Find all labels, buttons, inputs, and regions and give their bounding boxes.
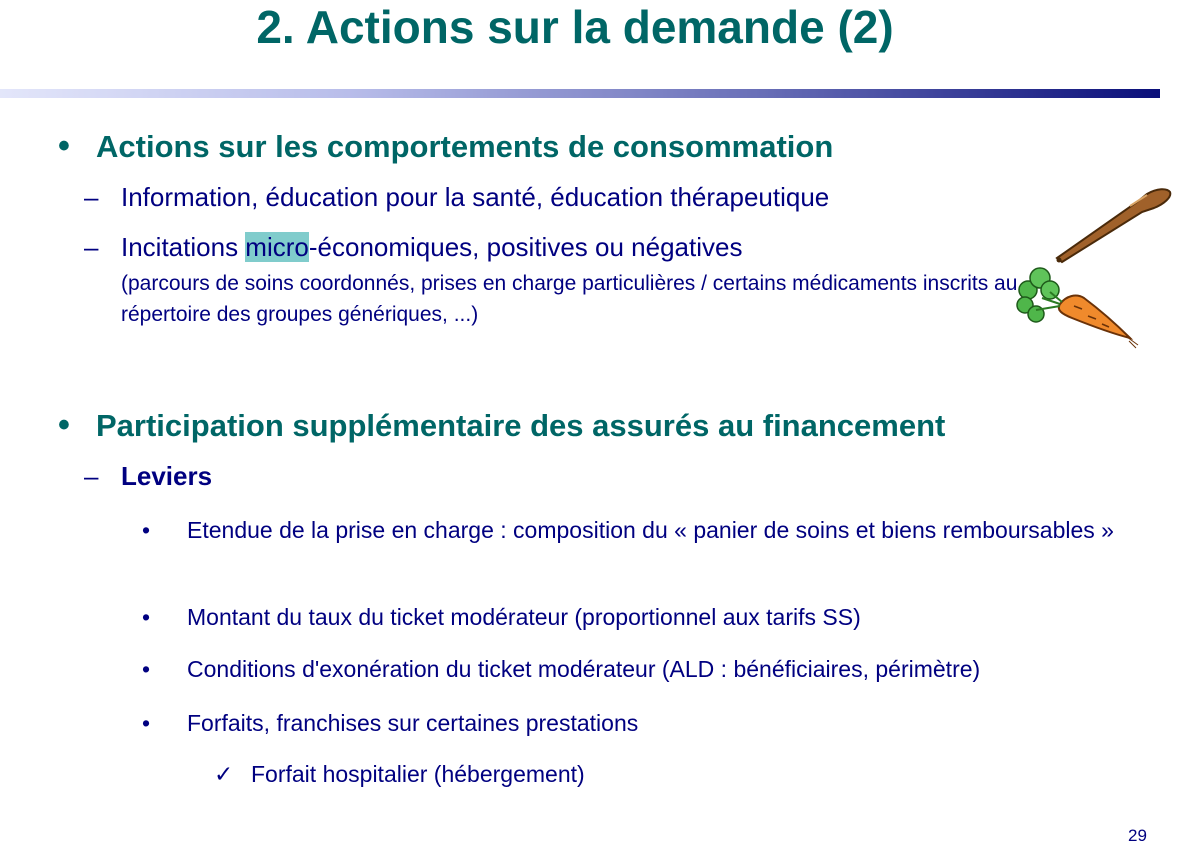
bullet-icon: • xyxy=(142,710,151,736)
section1-item-2-suffix: -économiques, positives ou négatives xyxy=(308,232,743,262)
section2-heading xyxy=(58,406,945,445)
dash-icon: – xyxy=(84,461,99,491)
bullet-icon: • xyxy=(142,604,151,630)
lever-item-2 xyxy=(142,599,1132,635)
section2-subheading-text: Leviers xyxy=(121,461,213,491)
checkmark-icon: ✓ xyxy=(214,761,234,787)
dash-icon: – xyxy=(84,182,99,212)
section1-item-2 xyxy=(84,232,742,263)
title-divider xyxy=(0,89,1160,98)
check-item-text: Forfait hospitalier (hébergement) xyxy=(251,761,585,787)
bullet-icon: • xyxy=(142,656,151,682)
check-item xyxy=(214,761,585,788)
slide-title: 2. Actions sur la demande (2) xyxy=(256,1,894,53)
section1-item-2-detail: (parcours de soins coordonnés, prises en charge particulières / certains médicaments inscrits au répertoire des groupes génériques, ...) xyxy=(121,272,1018,326)
lever-item-2-text: Montant du taux du ticket modérateur (proportionnel aux tarifs SS) xyxy=(187,604,861,630)
section2-subheading xyxy=(84,461,212,492)
lever-item-3-text: Conditions d'exonération du ticket modérateur (ALD : bénéficiaires, périmètre) xyxy=(187,656,981,682)
bullet-icon: • xyxy=(58,406,70,444)
lever-item-1-text: Etendue de la prise en charge : composition du « panier de soins et biens remboursables » xyxy=(187,517,1114,543)
section2-heading-text: Participation supplémentaire des assurés au financement xyxy=(96,408,946,443)
bullet-icon: • xyxy=(58,127,70,165)
section1-item-1 xyxy=(84,182,829,213)
section1-item-2-prefix: Incitations xyxy=(121,232,246,262)
slide-number: 29 xyxy=(1128,826,1147,845)
bullet-icon: • xyxy=(142,517,151,543)
highlighted-word: micro xyxy=(245,232,309,262)
lever-item-4-text: Forfaits, franchises sur certaines prestations xyxy=(187,710,639,736)
stick-icon xyxy=(1057,189,1171,262)
lever-item-1 xyxy=(142,512,1132,548)
section1-heading xyxy=(58,127,833,166)
section1-heading-text: Actions sur les comportements de consommation xyxy=(96,129,834,164)
clip-art xyxy=(1012,180,1187,350)
lever-item-4 xyxy=(142,705,1132,741)
carrot-icon xyxy=(1017,268,1138,348)
lever-item-3 xyxy=(142,651,1132,687)
dash-icon: – xyxy=(84,232,99,262)
section1-item-1-text: Information, éducation pour la santé, éducation thérapeutique xyxy=(121,182,830,212)
